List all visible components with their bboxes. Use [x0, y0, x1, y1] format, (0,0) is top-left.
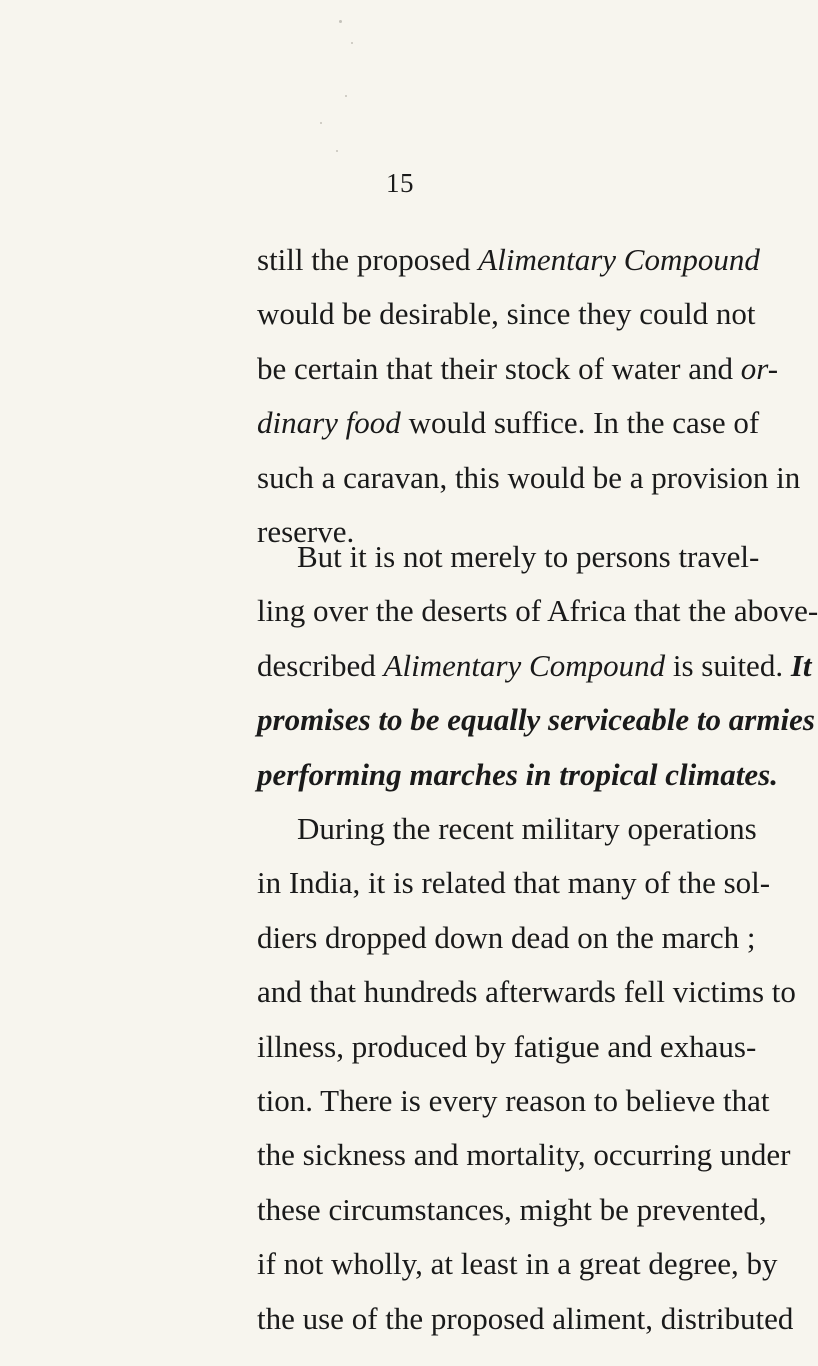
text-segment: such a caravan, this would be a provision in — [257, 459, 801, 495]
text-line — [257, 1296, 794, 1342]
text-line — [257, 1024, 757, 1070]
text-line — [257, 643, 812, 689]
text-segment: Alimentary Compound — [478, 242, 760, 277]
text-segment: reserve. — [257, 514, 355, 549]
text-line — [257, 752, 778, 798]
text-line — [257, 237, 760, 283]
text-line — [257, 588, 818, 634]
text-line — [257, 915, 756, 961]
text-segment: would be desirable, since they could not — [257, 296, 756, 332]
text-line — [257, 697, 815, 743]
paper-speck — [320, 122, 322, 124]
text-line — [257, 455, 801, 501]
text-line — [257, 1132, 791, 1178]
text-line — [257, 1078, 770, 1124]
text-line — [257, 860, 771, 906]
text-segment: and that hundreds afterwards fell victims to — [257, 974, 796, 1010]
text-segment: or- — [740, 350, 779, 386]
text-segment: the sickness and mortality, occurring under — [257, 1137, 791, 1173]
text-segment: dinary food — [257, 405, 401, 441]
page-number: 15 — [386, 168, 414, 198]
text-line — [297, 534, 760, 580]
paper-speck — [351, 42, 353, 44]
text-segment: still the proposed — [257, 242, 479, 277]
text-line — [257, 291, 756, 337]
text-segment: During the recent military operations — [297, 811, 757, 846]
text-line — [257, 1187, 767, 1233]
text-segment: promises to be equally serviceable to armies — [257, 702, 815, 738]
text-segment: illness, produced by fatigue and exhaus- — [257, 1028, 757, 1064]
text-segment: Alimentary Compound — [383, 647, 666, 683]
text-segment: performing marches in tropical climates. — [257, 756, 778, 792]
text-segment: if not wholly, at least in a great degree, by — [257, 1246, 778, 1282]
text-line — [297, 806, 757, 852]
text-line — [257, 400, 760, 446]
paper-speck — [339, 20, 342, 23]
text-segment: would suffice. In the case of — [400, 405, 760, 441]
text-segment: ling over the deserts of Africa that the above- — [257, 593, 818, 629]
text-segment: It — [790, 647, 812, 683]
text-segment: be certain that their stock of water and — [257, 350, 741, 386]
text-segment: diers dropped down dead on the march ; — [257, 919, 756, 955]
paper-speck — [336, 150, 338, 152]
text-segment: described — [257, 647, 384, 683]
text-segment: But it is not merely to persons travel- — [297, 539, 760, 574]
text-line — [257, 1241, 778, 1287]
paper-speck — [345, 95, 347, 97]
text-segment: is suited. — [665, 647, 791, 683]
text-segment: the use of the proposed aliment, distributed — [257, 1300, 794, 1336]
text-line — [257, 969, 796, 1015]
text-segment: tion. There is every reason to believe that — [257, 1083, 770, 1118]
text-segment: in India, it is related that many of the sol- — [257, 865, 771, 901]
text-line — [257, 346, 779, 392]
text-segment: these circumstances, might be prevented, — [257, 1191, 767, 1227]
